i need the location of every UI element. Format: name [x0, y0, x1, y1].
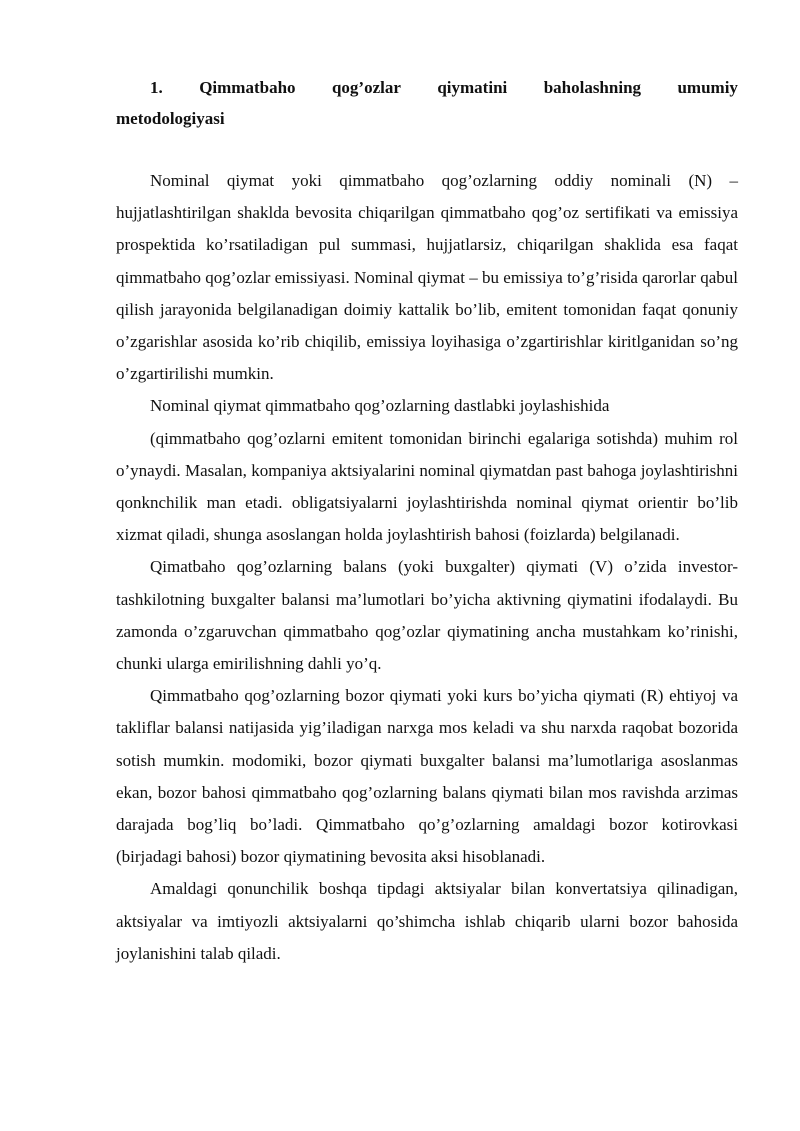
heading-line-1 [116, 72, 738, 103]
section-heading [116, 72, 738, 134]
heading-word: Qimmatbaho [199, 78, 296, 97]
spacer [116, 134, 738, 165]
heading-number: 1. [150, 78, 163, 97]
paragraph-nominal-value: Nominal qiymat yoki qimmatbaho qog’ozlarning oddiy nominali (N) – hujjatlashtirilgan shaklda bevosita chiqarilgan qimmatbaho qog’oz sertifikati va emissiya prospektida ko’rsatiladigan pul summasi, hujjatlarsiz, chiqarilgan shaklida esa faqat qimmatbaho qog’ozlar emissiyasi. Nominal qiymat – bu emissiya to’g’risida qarorlar qabul qilish jarayonida belgilanadigan doimiy kattalik bo’lib, emitent tomonidan faqat qonuniy o’zgarishlar asosida ko’rib chiqilib, emissiya loyihasiga o’zgartirishlar kiritlganidan so’ng o’zgartirilishi mumkin. [116, 171, 738, 384]
document-page [116, 72, 738, 970]
paragraph-market-value: Qimmatbaho qog’ozlarning bozor qiymati yoki kurs bo’yicha qiymati (R) ehtiyoj va takliflar balansi natijasida yig’iladigan narxga mos keladi va shu narxda raqobat bozorida sotish mumkin. modomiki, bozor qiymati buxgalter balansi ma’lumotlariga asoslanmas ekan, bozor bahosi qimmatbaho qog’ozlarning balans qiymati bilan mos ravishda arzimas darajada bog’liq bo’ladi. Qimmatbaho qo’g’ozlarning amaldagi bozor kotirovkasi (birjadagi bahosi) bozor qiymatining bevosita aksi hisoblanadi. [116, 686, 738, 867]
paragraph-book-value: Qimatbaho qog’ozlarning balans (yoki buxgalter) qiymati (V) o’zida investor-tashkilotning buxgalter balansi ma’lumotlari bo’yicha aktivning qiymatini ifodalaydi. Bu zamonda o’zgaruvchan qimmatbaho qog’ozlar qiymatining ancha mustahkam ko’rinishi, chunki ularga emirilishning dahli yo’q. [116, 557, 738, 674]
paragraph-initial-placement: Nominal qiymat qimmatbaho qog’ozlarning dastlabki joylashishida [150, 396, 610, 416]
heading-line-2: metodologiyasi [116, 109, 225, 128]
heading-word: umumiy [677, 78, 738, 97]
heading-word: qiymatini [437, 78, 508, 97]
paragraph-legislation: Amaldagi qonunchilik boshqa tipdagi aktsiyalar bilan konvertatsiya qilinadigan, aktsiyalar va imtiyozli aktsiyalarni qo’shimcha ishlab chiqarib ularni bozor bahosida joylanishini talab qiladi. [116, 879, 738, 963]
paragraph-placement-role: (qimmatbaho qog’ozlarni emitent tomonidan birinchi egalariga sotishda) muhim rol o’ynaydi. Masalan, kompaniya aktsiyalarini nominal qiymatdan past bahoga joylashtirishni qonknchilik man etadi. obligatsiyalarni joylashtirishda nominal qiymat orientir bo’lib xizmat qiladi, shunga asoslangan holda joylashtirish bahosi (foizlarda) belgilanadi. [116, 428, 738, 545]
heading-word: baholashning [543, 78, 642, 97]
heading-word: qog’ozlar [331, 78, 401, 97]
